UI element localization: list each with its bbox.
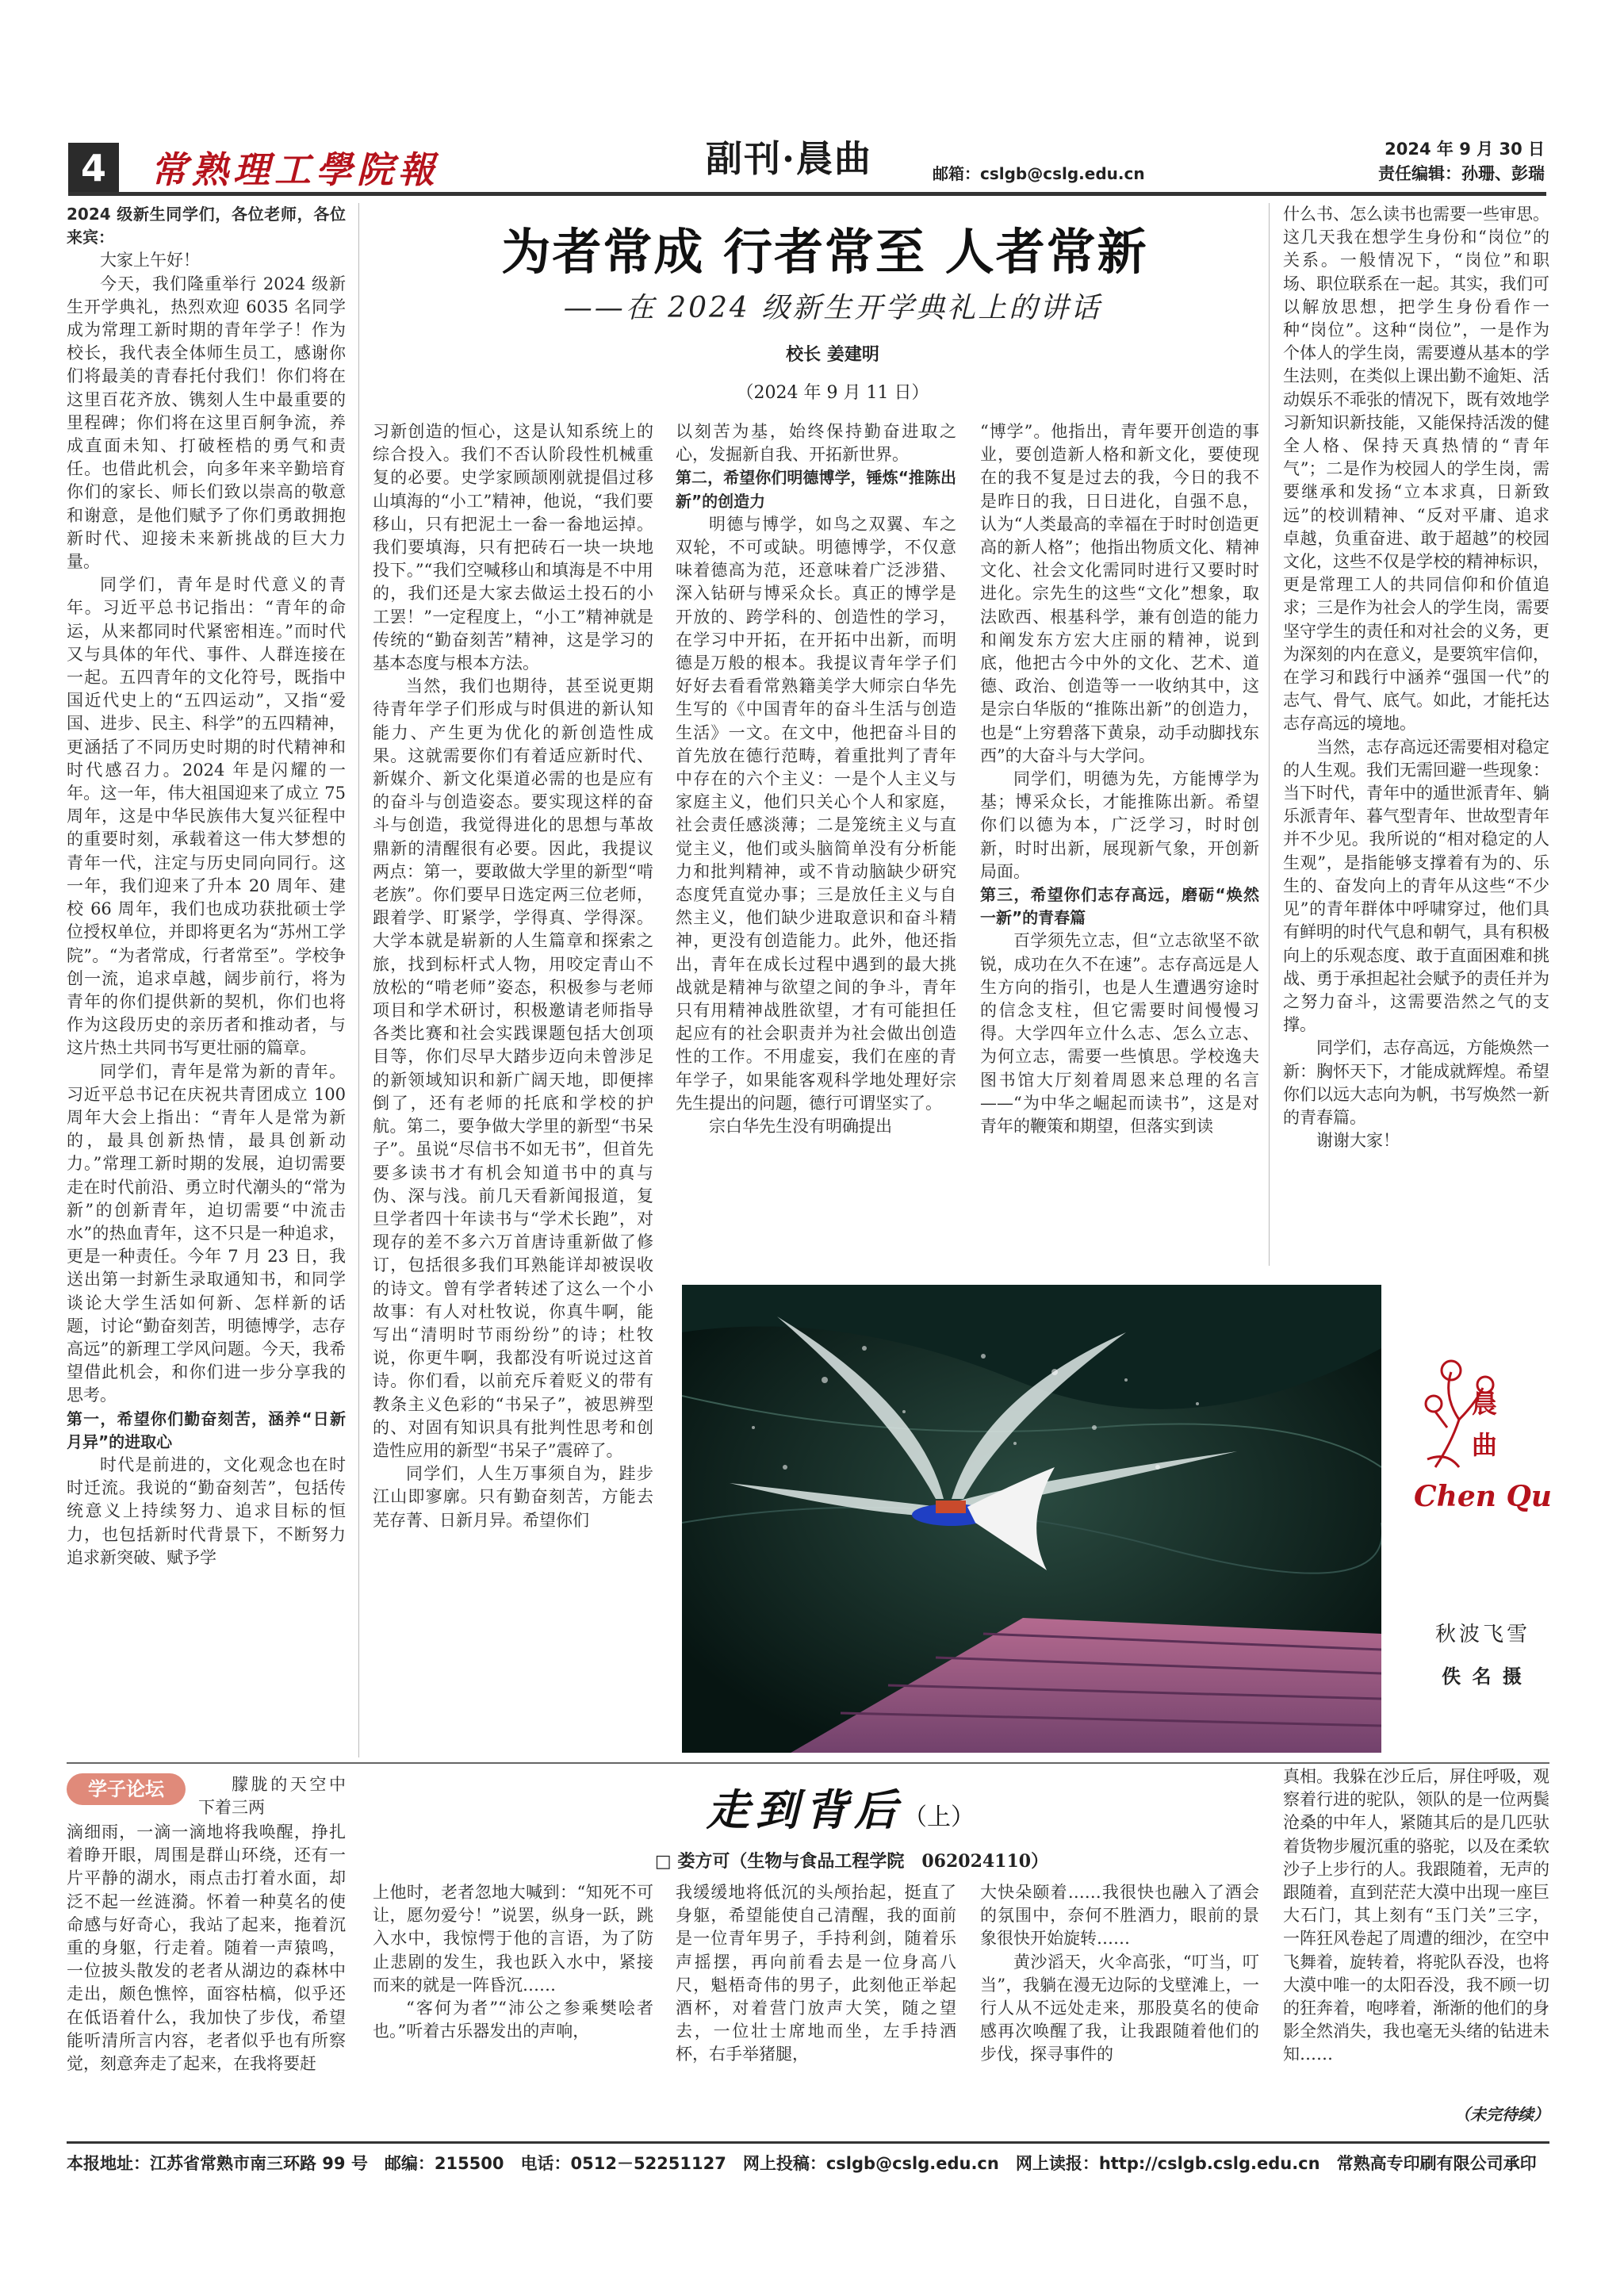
column-divider [358, 203, 359, 1757]
article-column-1 [67, 203, 346, 1570]
to-be-continued: （未完待续） [1454, 2105, 1549, 2124]
essay-column-4 [980, 1881, 1259, 2067]
paragraph: 上他时，老者忽地大喊到：“知死不可让，愿勿爱兮！”说罢，纵身一跃，跳入水中，我惊愕于他的言语，为了防止悲剧的发生，我也跃入水中，紧接而来的就是一阵昏沉…… [373, 1883, 653, 1995]
paragraph: 同学们，青年是时代意义的青年。习近平总书记指出：“青年的命运，从来都同时代紧密相连。”而时代又与具体的年代、事件、人群连接在一起。五四青年的文化符号，既指中国近代史上的“五四运动”，又指“爱国、进步、民主、科学”的五四精神，更涵括了不同历史时期的时代精神和时代感召力。2024 年是闪耀的一年。这一年，伟大祖国迎来了成立 75 周年，这是中华民族伟大复兴征程中的重要时刻，承载着这一伟大梦想的青年一代，注定与历史同向同行。这一年，我们迎来了升本 20 周年、建校 66 周年，我们也成功获批硕士学位授权单位，并即将更名为“苏州工学院”。“为者常成，行者常至”。学校争创一流，追求卓越，阔步前行，将为青年的你们提供新的契机，你们也将作为这段历史的亲历者和推动者，与这片热土共同书写更壮丽的篇章。 [67, 575, 346, 1058]
responsible-editors: 责任编辑：孙珊、彭瑞 [1378, 164, 1545, 183]
paragraph: 习新创造的恒心，这是认知系统上的综合投入。我们不否认阶段性机械重复的必要。史学家顾颉刚就提倡过移山填海的“小工”精神，他说，“我们要移山，只有把泥土一畚一畚地运掉。我们要填海，只有把砖石一块一块地投下。”“我们空喊移山和填海是不中用的，我们还是大家去做运土投石的小工罢！”一定程度上，“小工”精神就是传统的“勤奋刻苦”精神，这是学习的基本态度与根本方法。 [373, 422, 653, 673]
paragraph: 当然，我们也期待，甚至说更期待青年学子们形成与时俱进的新认知能力、产生更为优化的新创造性成果。这就需要你们有着适应新时代、新媒介、新文化渠道必需的也是应有的奋斗与创造姿态。要实现这样的奋斗与创造，我觉得进化的思想与革故鼎新的清醒很有必要。因此，我提议两点：第一，要敢做大学里的新型“啃老族”。你们要早日选定两三位老师，跟着学、盯紧学，学得真、学得深。大学本就是崭新的人生篇章和探索之旅，找到标杆式人物，用咬定青山不放松的“啃老师”姿态，积极参与老师项目和学术研讨，积极邀请老师指导各类比赛和社会实践课题包括大创项目等，你们尽早大踏步迈向未曾涉足的新领域知识和新广阔天地，即便摔倒了，还有老师的托底和学校的护航。第二，要争做大学里的新型“书呆子”。虽说“尽信书不如无书”，但首先要多读书才有机会知道书中的真与伪、深与浅。前几天看新闻报道，复旦学者四十年读书与“学术长跑”，对现存的差不多六万首唐诗重新做了修订，包括很多我们耳熟能详却被误收的诗文。曾有学者转述了这么一个小故事：有人对杜牧说，你真牛啊，能写出“清明时节雨纷纷”的诗；杜牧说，你更牛啊，我都没有听说过这首诗。你们看，以前充斥着贬义的带有教条主义色彩的“书呆子”，被思辨型的、对固有知识具有批判性思考和创造性应用的新型“书呆子”震碎了。 [373, 676, 653, 1460]
essay-intro: 朦胧的天空中下着三两 [198, 1775, 346, 1818]
paragraph: 大快朵颐着……我很快也融入了酒会的氛围中，奈何不胜酒力，眼前的景象很快开始旋转…… [980, 1883, 1259, 1949]
article-column-3 [676, 420, 956, 1138]
paragraph: 同学们，志存高远，方能焕然一新：胸怀天下，才能成就辉煌。希望你们以远大志向为帆，书写焕然一新的青春篇。 [1283, 1038, 1549, 1127]
essay-title-text: 走到背后 [707, 1784, 903, 1835]
header-email: 邮箱：cslgb@cslg.edu.cn [933, 164, 1145, 183]
paragraph: 百学须先立志，但“立志欲坚不欲锐，成功在久不在速”。志存高远是人生方向的指引，也是人生遭遇穷途时的信念支柱，但它需要时间慢慢习得。大学四年立什么志、怎么立志、为何立志，需要一些慎思。学校逸夫图书馆大厅刻着周恩来总理的名言——“为中华之崛起而读书”，这是对青年的鞭策和期望，但落实到读 [980, 931, 1259, 1136]
essay-title [634, 1776, 1047, 1838]
essay-byline: □ 娄方可（生物与食品工程学院 062024110） [654, 1851, 1049, 1872]
footer-rule [67, 2141, 1549, 2144]
section-heading: 第一，希望你们勤奋刻苦，涵养“日新月异”的进取心 [67, 1409, 346, 1451]
paragraph: 当然，志存高远还需要相对稳定的人生观。我们无需回避一些现象：当下时代，青年中的遁世派青年、躺乐派青年、暮气型青年、世故型青年并不少见。我所说的“相对稳定的人生观”，是指能够支撑着有为的、乐生的、奋发向上的青年从这些“不少见”的青年群体中呼啸穿过，他们具有鲜明的时代气息和朝气，具有积极向上的乐观态度、敢于直面困难和挑战、勇于承担起社会赋予的责任并为之努力奋斗，这需要浩然之气的支撑。 [1283, 737, 1549, 1035]
paragraph: 同学们，人生万事须自为，跬步江山即寥廓。只有勤奋刻苦，方能去芜存菁、日新月异。希望你们 [373, 1464, 653, 1530]
paragraph: 以刻苦为基，始终保持勤奋进取之心，发掘新自我、开拓新世界。 [676, 422, 956, 465]
article-title: 为者常成 行者常至 人者常新 [501, 223, 1148, 281]
paragraph: 宗白华先生没有明确提出 [709, 1117, 892, 1136]
fountain-illustration [682, 1285, 1381, 1753]
article-column-2 [373, 420, 653, 1532]
article-date: （2024 年 9 月 11 日） [736, 383, 929, 403]
article-author: 校长 姜建明 [786, 345, 879, 365]
article-subtitle: ——在 2024 级新生开学典礼上的讲话 [563, 292, 1102, 324]
fountain-photo [682, 1285, 1381, 1753]
essay-column-1: 滴细雨，一滴一滴地将我唤醒，挣扎着睁开眼，周围是群山环绕，还有一片平静的湖水，雨点击打着水面，却泛不起一丝涟漪。怀着一种莫名的使命感与好奇心，我站了起来，拖着沉重的身躯，行走着。随着一声猿鸣，一位披头散发的老者从湖边的森林中走出，颇色憔悴，面容枯槁，似乎还在低语着什么，我加快了步伐，希望能听清所言内容，老者似乎也有所察觉，刻意奔走了起来，在我将要赶 [67, 1822, 346, 2074]
column-badge: 学子论坛 [67, 1773, 186, 1805]
footer-info: 本报地址：江苏省常熟市南三环路 99 号 邮编：215500 电话：0512－52251127 网上投稿：cslgb@cslg.edu.cn 网上读报：http://cslgb.cslg.edu.cn 常熟高专印刷有限公司承印 [67, 2154, 1537, 2173]
paragraph: 同学们，青年是常为新的青年。习近平总书记在庆祝共青团成立 100 周年大会上指出：“青年人是常为新的，最具创新热情，最具创新动力。”常理工新时期的发展，迫切需要走在时代前沿、勇立时代潮头的“常为新”的创新青年，迫切需要“中流击水”的热血青年，这不只是一种追求，更是一种责任。今年 7 月 23 日，我送出第一封新生录取通知书，和同学谈论大学生活如何新、怎样新的话题，讨论“勤奋刻苦，明德博学，志存高远”的新理工学风问题。今天，我希望借此机会，和你们进一步分享我的思考。 [67, 1061, 346, 1405]
masthead: 常熟理工學院報 [151, 148, 439, 191]
section-title: 副刊·晨曲 [706, 137, 873, 180]
logo-latin: Chen Qu [1414, 1480, 1552, 1513]
paragraph: 同学们，明德为先，方能博学为基；博采众长，才能推陈出新。希望你们以德为本，广泛学习，时时创新，时时出新，展现新气象，开创新局面。 [980, 769, 1259, 881]
section-rule [67, 1762, 1549, 1764]
header-rule [68, 192, 1546, 196]
essay-title-part: （上） [903, 1803, 975, 1831]
issue-date: 2024 年 9 月 30 日 [1385, 140, 1545, 159]
paragraph: 今天，我们隆重举行 2024 级新生开学典礼，热烈欢迎 6035 名同学成为常理工新时期的青年学子！作为校长，我代表全体师生员工，感谢你们将最美的青春托付我们！你们将在这里百花齐放、镌刻人生中最重要的里程碑；你们将在这里百舸争流，养成直面未知、打破桎梏的勇气和责任。也借此机会，向多年来辛勤培育你们的家长、师长们致以崇高的敬意和谢意，是他们赋予了你们勇敢拥抱新时代、迎接未来新挑战的巨大力量。 [67, 274, 346, 572]
paragraph: 谢谢大家！ [1316, 1131, 1400, 1151]
paragraph: “博学”。他指出，青年要开创造的事业，要创造新人格和新文化，要使现在的我不复是过去的我，今日的我不是昨日的我，日日进化，自强不息，认为“人类最高的幸福在于时时创造更高的新人格”；他指出物质文化、精神文化、社会文化需同时进行又要时时进化。宗先生的这些“文化”想象，取法欧西、根基科学，兼有创造的能力和阐发东方宏大庄丽的精神，说到底，他把古今中外的文化、艺术、道德、政治、创造等一一收纳其中，这是宗白华版的“推陈出新”的创造力，也是“上穷碧落下黄泉，动手动脚找东西”的大奋斗与大学问。 [980, 422, 1259, 765]
paragraph: “客何为者”“沛公之参乘樊哙者也。”听着古乐器发出的声响， [373, 1999, 653, 2041]
page-number: 4 [80, 147, 106, 190]
essay-column-5: 真相。我躲在沙丘后，屏住呼吸，观察着行进的驼队，领队的是一位两鬓沧桑的中年人，紧随其后的是几匹驮着货物步履沉重的骆驼，以及在柔软沙子上步行的人。我跟随着，无声的跟随着，直到茫茫大漠中出现一座巨大石门，其上刻有“玉门关”三字，一阵狂风卷起了周遭的细沙，在空中飞舞着，旋转着，将驼队吞没，也将大漠中唯一的太阳吞没，我不顾一切的狂奔着，咆哮着，渐渐的他们的身影全然消失，我也毫无头绪的钻进未知…… [1283, 1767, 1549, 2064]
section-heading: 2024 级新生同学们，各位老师，各位来宾： [67, 205, 346, 247]
essay-column-2 [373, 1881, 653, 2043]
section-heading: 第二，希望你们明德博学，锤炼“推陈出新”的创造力 [676, 468, 956, 511]
section-heading: 第三，希望你们志存高远，磨砺“焕然一新”的青春篇 [980, 885, 1259, 928]
photo-caption-credit: 佚 名 摄 [1442, 1665, 1524, 1688]
paragraph: 时代是前进的，文化观念也在时时迁流。我说的“勤奋刻苦”，包括传统意义上持续努力、追求目标的恒力，也包括新时代背景下，不断努力追求新突破、赋予学 [67, 1455, 346, 1567]
essay-column-3: 我缓缓地将低沉的头颅抬起，挺直了身躯，希望能使自己清醒，我的面前是一位青年男子，手持利剑，随着乐声摇摆，再向前看去是一位身高八尺，魁梧奇伟的男子，此刻他正举起酒杯，对着营门放声大笑，随之望去，一位壮士席地而坐，左手持酒杯，右手举猪腿， [676, 1883, 956, 2064]
paragraph: 明德与博学，如鸟之双翼、车之双轮，不可或缺。明德博学，不仅意味着德高为范，还意味着广泛涉猎、深入钻研与博采众长。真正的博学是开放的、跨学科的、创造性的学习，在学习中开拓，在开拓中出新，而明德是万般的根本。我提议青年学子们好好去看看常熟籍美学大师宗白华先生写的《中国青年的奋斗生活与创造生活》一文。在文中，他把奋斗目的首先放在德行范畴，着重批判了青年中存在的六个主义：一是个人主义与家庭主义，他们只关心个人和家庭，社会责任感淡薄；二是笼统主义与直觉主义，他们或头脑简单没有分析能力和批判精神，或不肯动脑缺少研究态度凭直觉办事；三是放任主义与自然主义，他们缺少进取意识和奋斗精神，更没有创造能力。此外，他还指出，青年在成长过程中遇到的最大挑战就是精神与欲望之间的争斗，青年只有用精神战胜欲望，才有可能担任起应有的社会职责并为社会做出创造性的工作。不用虚妄，我们在座的青年学子，如果能客观科学地处理好宗先生提出的问题，德行可谓坚实了。 [676, 514, 956, 1113]
flower-vase-icon [1404, 1356, 1530, 1475]
column-divider [1269, 203, 1270, 1266]
paragraph: 大家上午好！ [100, 251, 200, 270]
article-column-5 [1283, 203, 1549, 1152]
photo-caption-title: 秋波飞雪 [1434, 1623, 1530, 1646]
logo-chars: 晨曲 [1472, 1389, 1498, 1460]
article-column-4 [980, 420, 1259, 1138]
chenqu-logo [1404, 1356, 1530, 1475]
paragraph: 黄沙滔天，火伞高张，“叮当，叮当”，我躺在漫无边际的戈壁滩上，一行人从不远处走来，那股莫名的使命感再次唤醒了我，让我跟随着他们的步伐，探寻事件的 [980, 1952, 1259, 2064]
paragraph: 什么书、怎么读书也需要一些审思。这几天我在想学生身份和“岗位”的关系。一般情况下，“岗位”和职场、职位联系在一起。其实，我们可以解放思想，把学生身份看作一种“岗位”。这种“岗位”，一是作为个体人的学生岗，需要遵从基本的学生法则，在类似上课出勤不逾矩、活动娱乐不乖张的情况下，既有效地学习新知识新技能，又能保持活泼的健全人格、保持天真热情的“青年气”；二是作为校园人的学生岗，需要继承和发扬“立本求真，日新致远”的校训精神、“反对平庸、追求卓越，负重奋进、敢于超越”的校园文化，这些不仅是学校的精神标识，更是常理工人的共同信仰和价值追求；三是作为社会人的学生岗，需要坚守学生的责任和对社会的义务，更为深刻的内在意义，是要筑牢信仰，在学习和践行中涵养“强国一代”的志气、骨气、底气。如此，才能托达志存高远的境地。 [1283, 205, 1549, 734]
